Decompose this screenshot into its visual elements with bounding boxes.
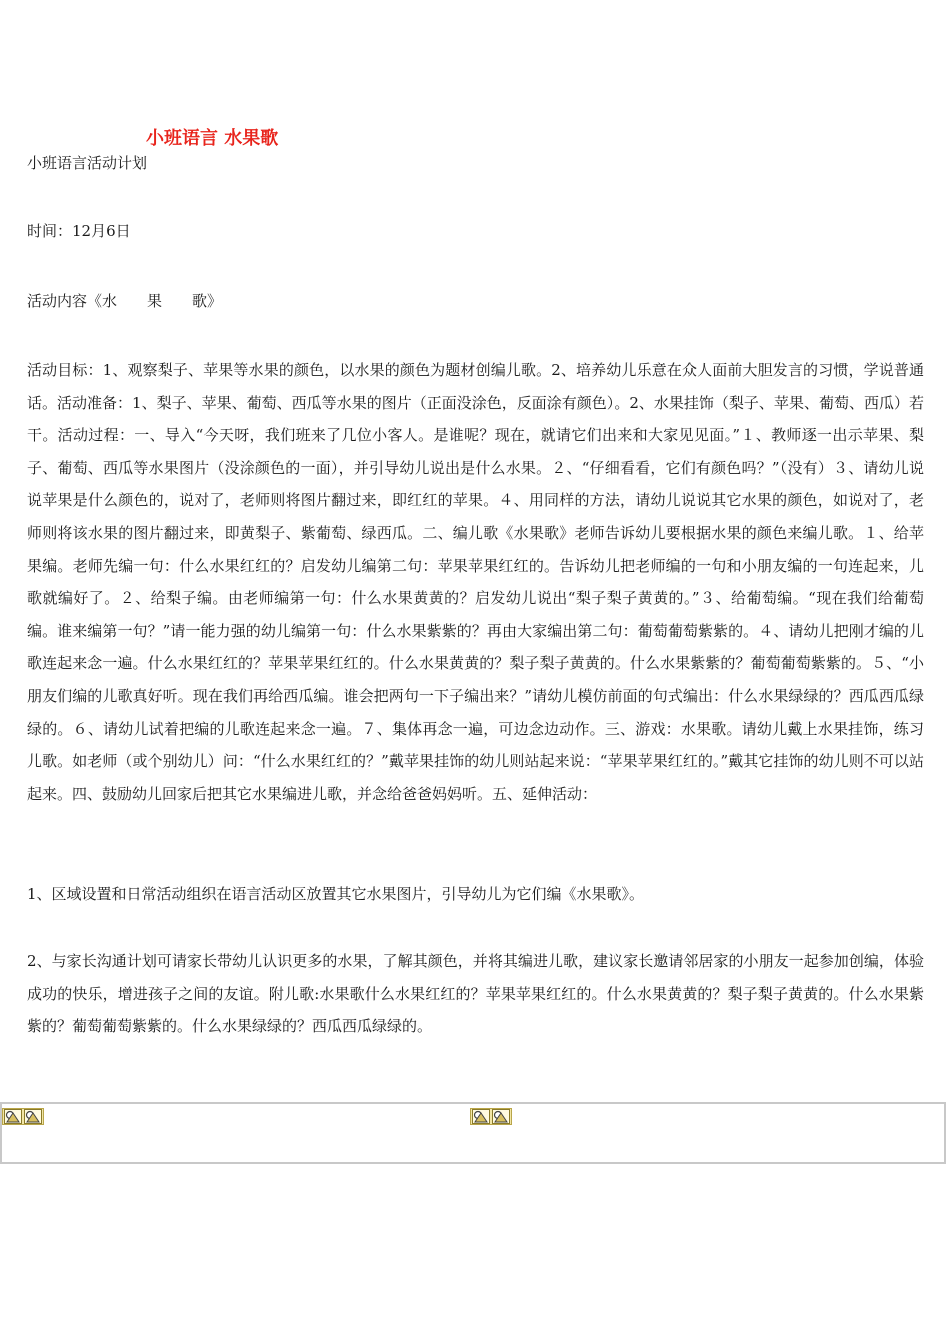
activity-content-title: 活动内容《水 果 歌》 [27,292,223,310]
document-subtitle: 小班语言活动计划 [27,154,148,172]
document-title: 小班语言 水果歌 [146,128,279,149]
broken-image-icon [472,1109,490,1124]
broken-image-icon [4,1109,22,1124]
activity-body-paragraph: 活动目标：1、观察梨子、苹果等水果的颜色，以水果的颜色为题材创编儿歌。2、培养幼儿乐意在众人面前大胆发言的习惯，学说普通话。活动准备：1、梨子、苹果、葡萄、西瓜等水果的图片（正面没涂色，反面涂有颜色）。2、水果挂饰（梨子、苹果、葡萄、西瓜）若干。活动过程：一、导入“今天呀，我们班来了几位小客人。是谁呢？现在，就请它们出来和大家见见面。”１、教师逐一出示苹果、梨子、葡萄、西瓜等水果图片（没涂颜色的一面），并引导幼儿说出是什么水果。２、“仔细看看，它们有颜色吗？”（没有）３、请幼儿说说苹果是什么颜色的，说对了，老师则将图片翻过来，即红红的苹果。４、用同样的方法，请幼儿说说其它水果的颜色，如说对了，老师则将该水果的图片翻过来，即黄梨子、紫葡萄、绿西瓜。二、编儿歌《水果歌》老师告诉幼儿要根据水果的颜色来编儿歌。１、给苹果编。老师先编一句：什么水果红红的？启发幼儿编第二句：苹果苹果红红的。告诉幼儿把老师编的一句和小朋友编的一句连起来，儿歌就编好了。２、给梨子编。由老师编第一句：什么水果黄黄的？启发幼儿说出“梨子梨子黄黄的。”３、给葡萄编。“现在我们给葡萄编。谁来编第一句？”请一能力强的幼儿编第一句：什么水果紫紫的？再由大家编出第二句：葡萄葡萄紫紫的。４、请幼儿把刚才编的儿歌连起来念一遍。什么水果红红的？苹果苹果红红的。什么水果黄黄的？梨子梨子黄黄的。什么水果紫紫的？葡萄葡萄紫紫的。５、“小朋友们编的儿歌真好听。现在我们再给西瓜编。谁会把两句一下子编出来？”请幼儿模仿前面的句式编出：什么水果绿绿的？西瓜西瓜绿绿的。６、请幼儿试着把编的儿歌连起来念一遍。７、集体再念一遍，可边念边动作。三、游戏：水果歌。请幼儿戴上水果挂饰，练习儿歌。如老师（或个别幼儿）问：“什么水果红红的？”戴苹果挂饰的幼儿则站起来说：“苹果苹果红红的。”戴其它挂饰的幼儿则不可以站起来。四、鼓励幼儿回家后把其它水果编进儿歌，并念给爸爸妈妈听。五、延伸活动： [27,361,924,803]
broken-image-icon [492,1109,510,1124]
broken-image-group-left [2,1108,44,1125]
footer-frame [0,1102,946,1164]
broken-image-icon [24,1109,42,1124]
extension-item-1: 1、区域设置和日常活动组织在语言活动区放置其它水果图片，引导幼儿为它们编《水果歌》。 [27,885,645,903]
extension-item-2: 2、与家长沟通计划可请家长带幼儿认识更多的水果，了解其颜色，并将其编进儿歌，建议家长邀请邻居家的小朋友一起参加创编，体验成功的快乐，增进孩子之间的友谊。附儿歌:水果歌什么水果红红的？苹果苹果红红的。什么水果黄黄的？梨子梨子黄黄的。什么水果紫紫的？葡萄葡萄紫紫的。什么水果绿绿的？西瓜西瓜绿绿的。 [27,952,924,1036]
activity-time: 时间：12月6日 [27,222,131,240]
broken-image-group-right [470,1108,512,1125]
